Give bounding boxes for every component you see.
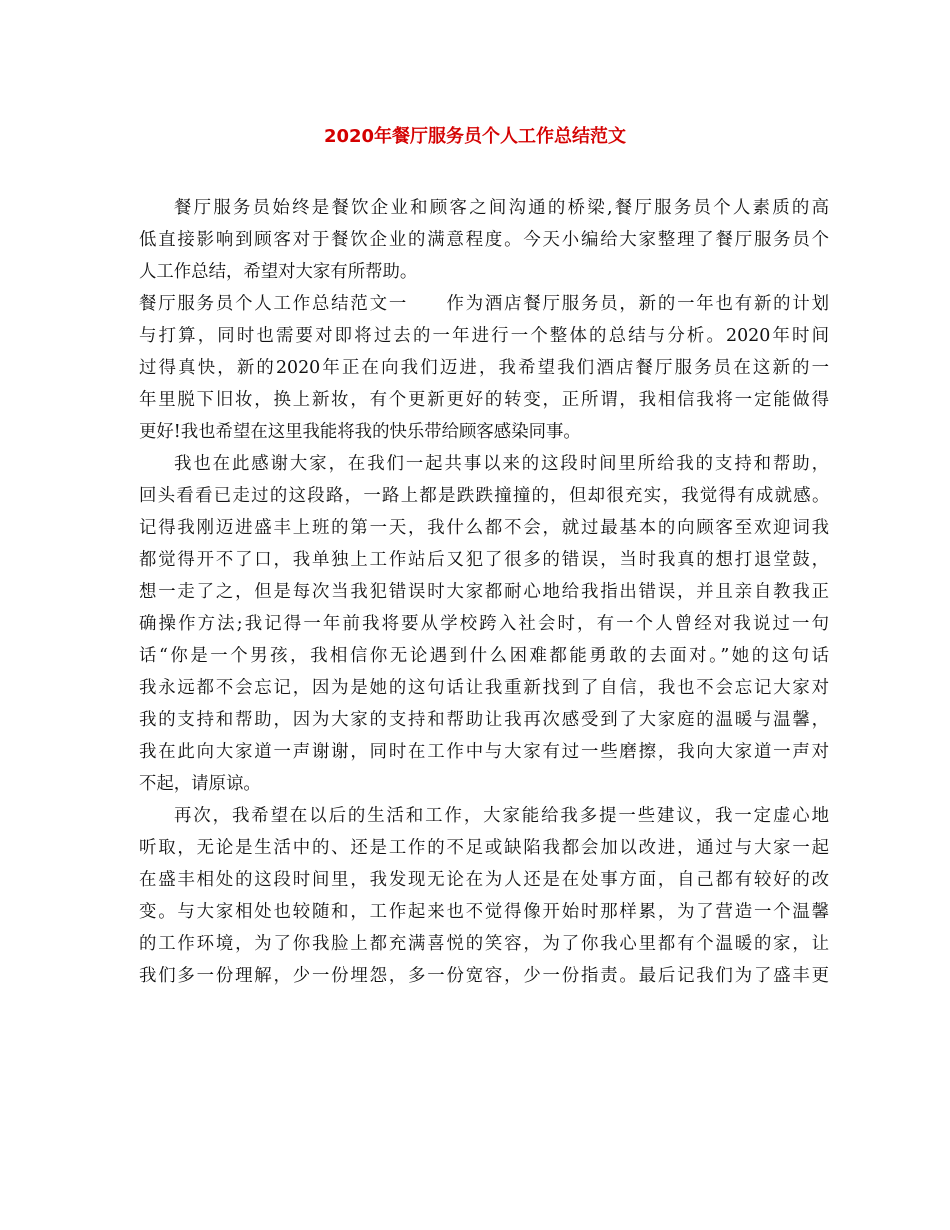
paragraph-line: 与打算，同时也需要对即将过去的一年进行一个整体的总结与分析。2020年时间: [139, 326, 829, 346]
paragraph-line: 话“你是一个男孩，我相信你无论遇到什么困难都能勇敢的去面对。”她的这句话: [139, 646, 829, 666]
document-title: 2020年餐厅服务员个人工作总结范文: [323, 126, 627, 147]
paragraph-line: 我永远都不会忘记，因为是她的这句话让我重新找到了自信，我也不会忘记大家对: [139, 678, 829, 698]
paragraph-line: 都觉得开不了口，我单独上工作站后又犯了很多的错误，当时我真的想打退堂鼓，: [139, 550, 829, 570]
paragraph-line: 的工作环境，为了你我脸上都充满喜悦的笑容，为了你我心里都有个温暖的家，让: [139, 934, 829, 954]
paragraph-line: 变。与大家相处也较随和，工作起来也不觉得像开始时那样累，为了营造一个温馨: [139, 902, 829, 922]
paragraph-line: 我也在此感谢大家，在我们一起共事以来的这段时间里所给我的支持和帮助，: [174, 454, 829, 474]
paragraph-line: 年里脱下旧妆，换上新妆，有个更新更好的转变，正所谓，我相信我将一定能做得: [139, 390, 829, 410]
paragraph-line: 记得我刚迈进盛丰上班的第一天，我什么都不会，就过最基本的向顾客至欢迎词我: [139, 518, 829, 538]
paragraph-line: 餐厅服务员始终是餐饮企业和顾客之间沟通的桥梁,餐厅服务员个人素质的高: [174, 198, 829, 218]
paragraph-line: 低直接影响到顾客对于餐饮企业的满意程度。今天小编给大家整理了餐厅服务员个: [139, 230, 829, 250]
paragraph-line: 我们多一份理解，少一份埋怨，多一份宽容，少一份指责。最后记我们为了盛丰更: [139, 966, 829, 986]
paragraph-line: 听取，无论是生活中的、还是工作的不足或缺陷我都会加以改进，通过与大家一起: [139, 838, 829, 858]
paragraph-line: 不起，请原谅。: [139, 774, 261, 794]
paragraph-line: 回头看看已走过的这段路，一路上都是跌跌撞撞的，但却很充实，我觉得有成就感。: [139, 486, 829, 506]
paragraph-line: 过得真快，新的2020年正在向我们迈进，我希望我们酒店餐厅服务员在这新的一: [139, 358, 829, 378]
document-body: [139, 192, 829, 992]
paragraph-line: 更好!我也希望在这里我能将我的快乐带给顾客感染同事。: [139, 422, 581, 442]
paragraph-line: 我的支持和帮助，因为大家的支持和帮助让我再次感受到了大家庭的温暖与温馨，: [139, 710, 829, 730]
paragraph-line: 想一走了之，但是每次当我犯错误时大家都耐心地给我指出错误，并且亲自教我正: [139, 582, 829, 602]
paragraph-line: 在盛丰相处的这段时间里，我发现无论在为人还是在处事方面，自己都有较好的改: [139, 870, 829, 890]
paragraph-line: 再次，我希望在以后的生活和工作，大家能给我多提一些建议，我一定虚心地: [174, 806, 829, 826]
paragraph-line: 确操作方法;我记得一年前我将要从学校跨入社会时，有一个人曾经对我说过一句: [139, 614, 829, 634]
paragraph-line: 我在此向大家道一声谢谢，同时在工作中与大家有过一些磨擦，我向大家道一声对: [139, 742, 829, 762]
paragraph-line: 人工作总结，希望对大家有所帮助。: [139, 262, 418, 282]
paragraph-line: 餐厅服务员个人工作总结范文一 作为酒店餐厅服务员，新的一年也有新的计划: [139, 294, 829, 314]
